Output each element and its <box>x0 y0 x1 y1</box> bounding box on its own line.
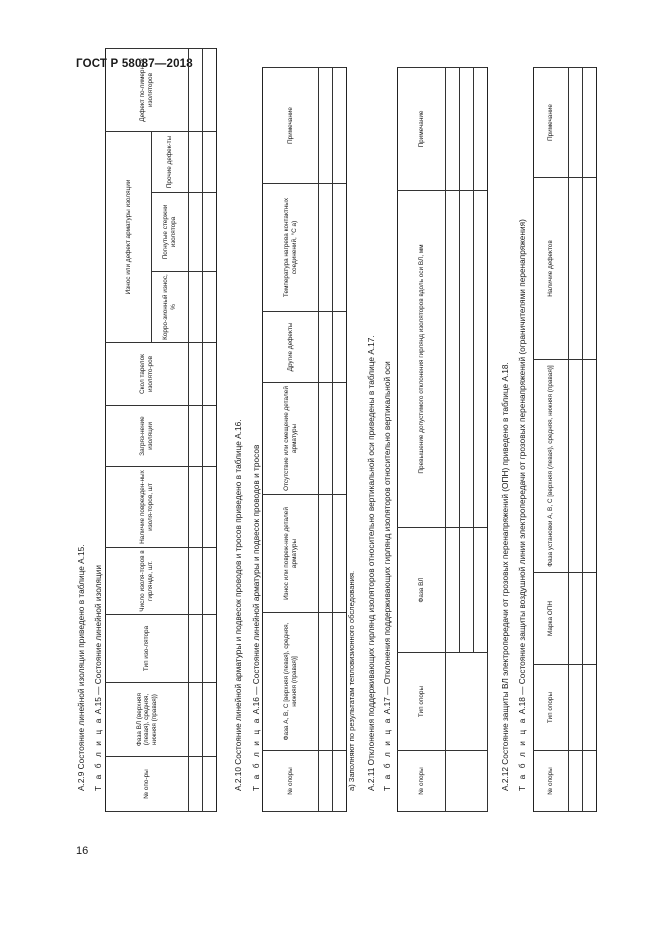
table-a17-caption-text: А.17 — Отклонения поддерживающих гирлянд изоляторов относительно вертикальной оси <box>382 361 392 715</box>
table-a18 <box>533 67 597 812</box>
table-a16-footnote: a) Заполняют по результатам тепловизионного обследования. <box>347 570 356 791</box>
page-number: 16 <box>76 845 89 857</box>
document-header: ГОСТ Р 58087—2018 <box>76 58 193 70</box>
a15-col-count: Число изоля-торов в гирлянде, шт. <box>106 548 189 615</box>
a15-col-chip: Скол тарелок изолято-ров <box>106 343 189 406</box>
a15-col-wear-group: Износ или дефект арматуры изоляции <box>106 131 152 342</box>
a17-col-type: Тип опоры <box>398 653 446 751</box>
a15-col-corrosion: Корро-зионный износ, % <box>152 272 189 343</box>
a17-col-phase: Фаза ВЛ <box>398 528 446 653</box>
a18-col-note: Примечание <box>534 68 569 178</box>
table-row <box>569 68 583 812</box>
table-row <box>319 68 333 812</box>
a16-col-other: Другие дефекты <box>263 312 319 383</box>
a18-col-no: № опоры <box>534 751 569 812</box>
a16-col-note: Примечание <box>263 68 319 184</box>
section-a29-text: А.2.9 Состояние линейной изоляции приведено в таблице А.15. <box>76 544 86 791</box>
table-a16-caption-label: Т а б л и ц а <box>251 716 261 791</box>
a15-col-phase: Фаза ВЛ (верхняя (левая), средняя, нижняя (правая)) <box>106 683 189 757</box>
table-row <box>333 68 347 812</box>
a17-col-note: Примечание <box>398 68 446 191</box>
a15-col-bent: Погнутые стержни изолятора <box>152 193 189 272</box>
a16-col-absent: Отсутствие или смещение деталей арматуры <box>263 383 319 495</box>
a15-col-other: Прочие дефек-ты <box>152 131 189 192</box>
table-a17-caption <box>382 361 392 791</box>
a15-col-no: № опо-ры <box>106 757 189 812</box>
a18-col-type: Тип опоры <box>534 665 569 751</box>
section-a210-text: А.2.10 Состояние линейной арматуры и подвесок проводов и тросов приведено в таблице А.16. <box>233 419 243 791</box>
table-a16-caption <box>251 445 261 791</box>
a18-col-brand: Марка ОПН <box>534 573 569 665</box>
table-a15-caption-text: А.15 — Состояние линейной изоляции <box>93 565 103 715</box>
table-row <box>583 68 597 812</box>
a18-col-phase: Фаза установки А, В, С [верхняя (левая), средняя, нижняя (правая)] <box>534 360 569 573</box>
a15-col-type: Тип изо-лятора <box>106 615 189 683</box>
a15-col-damaged: Наличие поврежден-ных изоля-торов, шт <box>106 467 189 548</box>
section-a211-text: А.2.11 Отклонения поддерживающих гирлянд изоляторов относительно вертикальной оси приведены в таблице А.17. <box>366 335 376 791</box>
table-a15 <box>105 48 217 812</box>
table-a17-caption-label: Т а б л и ц а <box>382 716 392 791</box>
a15-col-polymer: Дефект по-лимерных изоляторов <box>106 48 189 131</box>
a18-col-defects: Наличие дефектов <box>534 178 569 360</box>
a17-col-excess: Превышение допустимого отклонения гирлянд изоляторов вдоль оси ВЛ, мм <box>398 191 446 528</box>
table-a18-caption-text: А.18 — Состояние защиты воздушной линии электропередачи от грозовых перенапряжений (ограничителями перенапряжения) <box>517 219 527 715</box>
a16-col-no: № опоры <box>263 751 319 812</box>
table-row <box>189 48 203 811</box>
a16-col-phase: Фаза А, В, С [верхняя (левая), средняя, нижняя (правая)] <box>263 613 319 751</box>
table-a16 <box>262 67 347 812</box>
table-row <box>446 68 460 812</box>
table-a18-caption-label: Т а б л и ц а <box>517 716 527 791</box>
a17-col-no: № опоры <box>398 751 446 812</box>
table-a15-caption-label: Т а б л и ц а <box>93 716 103 791</box>
a15-col-dirt: Загряз-нение изоляции <box>106 406 189 467</box>
table-a18-caption <box>517 219 527 791</box>
table-a16-caption-text: А.16 — Состояние линейной арматуры и подвесок проводов и тросов <box>251 444 261 715</box>
a16-col-wear: Износ или повреж-ние деталей арматуры <box>263 495 319 613</box>
table-a17 <box>397 67 488 812</box>
table-row <box>203 48 217 811</box>
table-a15-caption <box>93 565 103 791</box>
section-a212-text: А.2.12 Состояние защиты ВЛ электропередачи от грозовых перенапряжений (ОПН) приведено в таблице А.18. <box>500 362 510 791</box>
a16-col-temp: Температура нагрева контактных соединений, °С a) <box>263 184 319 312</box>
